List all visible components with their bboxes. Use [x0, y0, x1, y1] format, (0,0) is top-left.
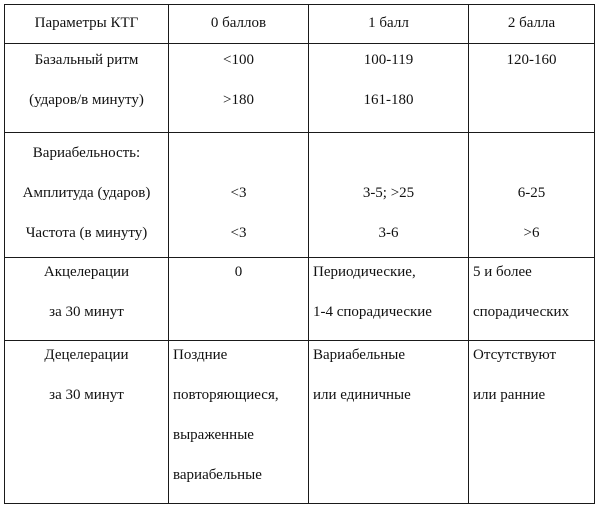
decelerations-s1-a: Вариабельные [313, 347, 406, 363]
accelerations-score1-cell [309, 258, 469, 341]
basal-title: Базальный ритм [34, 52, 139, 68]
decelerations-param-cell [5, 341, 169, 504]
accelerations-s1-b: 1-4 спорадические [313, 304, 432, 320]
decelerations-s0-b: повторяющиеся, [173, 387, 279, 403]
header-score0: 0 баллов [210, 15, 267, 31]
basal-s1-a: 100-119 [363, 52, 414, 68]
accelerations-s2-b: спорадических [473, 304, 570, 320]
decelerations-s0-d: вариабельные [173, 467, 262, 483]
variability-s2-amp: 6-25 [517, 185, 546, 201]
decelerations-s2-b: или ранние [473, 387, 546, 403]
accelerations-s2-a: 5 и более [473, 264, 532, 280]
header-score1: 1 балл [368, 15, 409, 31]
variability-param-cell [5, 133, 169, 258]
decelerations-sub: за 30 минут [49, 387, 124, 403]
variability-s2-freq: >6 [523, 225, 540, 241]
basal-row [5, 44, 595, 133]
decelerations-title: Децелерации [44, 347, 129, 363]
variability-row [5, 133, 595, 258]
decelerations-s1-b: или единичные [313, 387, 411, 403]
header-param-cell [5, 5, 169, 44]
basal-s1-b: 161-180 [363, 92, 414, 108]
variability-score1-cell [309, 133, 469, 258]
variability-s0-freq: <3 [230, 225, 247, 241]
header-row [5, 5, 595, 44]
variability-title: Вариабельность: [32, 145, 141, 161]
variability-freq-label: Частота (в минуту) [25, 225, 148, 241]
basal-s0-a: <100 [223, 52, 254, 68]
basal-score0-cell [169, 44, 309, 133]
ktg-score-table [4, 4, 595, 504]
decelerations-s2-a: Отсутствуют [473, 347, 557, 363]
variability-s0-amp: <3 [230, 185, 247, 201]
header-score2-cell [469, 5, 595, 44]
basal-s2-a: 120-160 [506, 52, 557, 68]
accelerations-s1-a: Периодические, [313, 264, 416, 280]
decelerations-score0-cell [169, 341, 309, 504]
basal-s0-b: >180 [223, 92, 254, 108]
header-param: Параметры КТГ [34, 15, 139, 31]
accelerations-sub: за 30 минут [49, 304, 124, 320]
basal-score1-cell [309, 44, 469, 133]
variability-amp-label: Амплитуда (ударов) [22, 185, 151, 201]
decelerations-row [5, 341, 595, 504]
basal-param-cell [5, 44, 169, 133]
accelerations-score0-cell [169, 258, 309, 341]
accelerations-s0: 0 [234, 264, 243, 280]
accelerations-row [5, 258, 595, 341]
header-score2: 2 балла [507, 15, 556, 31]
decelerations-score1-cell [309, 341, 469, 504]
variability-score2-cell [469, 133, 595, 258]
header-score1-cell [309, 5, 469, 44]
accelerations-score2-cell [469, 258, 595, 341]
variability-s1-freq: 3-6 [378, 225, 399, 241]
decelerations-s0-a: Поздние [173, 347, 228, 363]
basal-score2-cell [469, 44, 595, 133]
basal-unit: (ударов/в минуту) [29, 92, 144, 108]
variability-score0-cell [169, 133, 309, 258]
accelerations-param-cell [5, 258, 169, 341]
accelerations-title: Акцелерации [43, 264, 130, 280]
header-score0-cell [169, 5, 309, 44]
decelerations-score2-cell [469, 341, 595, 504]
variability-s1-amp: 3-5; >25 [362, 185, 415, 201]
decelerations-s0-c: выраженные [173, 427, 254, 443]
